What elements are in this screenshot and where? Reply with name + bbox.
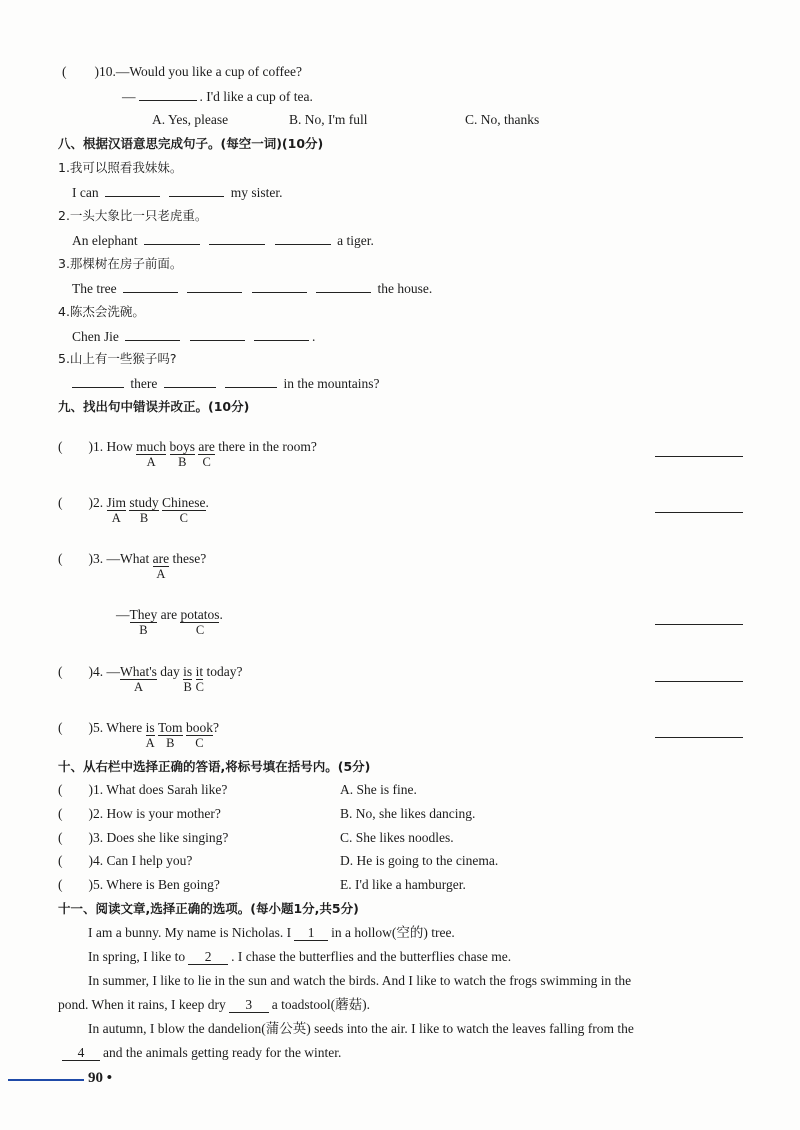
sec9-q3: ( )3. —What are A these? xyxy=(58,551,207,581)
underlined-option-b: boys B xyxy=(169,439,196,469)
correction-line[interactable] xyxy=(655,680,743,682)
fill-blank[interactable] xyxy=(316,279,371,293)
passage-line-2: In spring, I like to 2 . I chase the butterflies and the butterflies chase me. xyxy=(88,949,512,964)
q10-option-c[interactable]: C. No, thanks xyxy=(465,112,540,127)
fill-blank[interactable] xyxy=(252,279,307,293)
correction-line[interactable] xyxy=(655,455,743,457)
passage-line-3: In summer, I like to lie in the sun and watch the birds. And I like to watch the frogs swimming in the xyxy=(88,973,632,988)
sec10-right-a: A. She is fine. xyxy=(340,782,417,797)
fill-blank[interactable] xyxy=(209,231,265,245)
passage-line-4: pond. When it rains, I keep dry 3 a toadstool(蘑菇). xyxy=(58,997,370,1012)
correction-line[interactable] xyxy=(655,511,743,513)
fill-blank[interactable] xyxy=(72,374,124,388)
sec10-right-c: C. She likes noodles. xyxy=(340,830,454,845)
sec10-left-2: ( )2. How is your mother? xyxy=(58,806,221,821)
underlined-option-b: They B xyxy=(129,607,158,637)
sec8-q5-cn: 5.山上有一些猴子吗? xyxy=(58,351,177,366)
sec9-q5: ( )5. Where is A Tom B book C ? xyxy=(58,720,219,750)
sec8-q3-cn: 3.那棵树在房子前面。 xyxy=(58,256,183,271)
fill-blank[interactable] xyxy=(254,327,309,341)
sec8-q4-en: Chen Jie . xyxy=(72,329,316,344)
sec8-q5-en: there in the mountains? xyxy=(72,374,379,393)
sec10-left-4: ( )4. Can I help you? xyxy=(58,853,193,868)
sec8-q2-en: An elephant a tiger. xyxy=(72,233,374,248)
underlined-option-b: Tom B xyxy=(158,720,183,750)
fill-blank[interactable] xyxy=(225,374,277,388)
passage-blank-3[interactable]: 3 xyxy=(229,997,269,1013)
sec9-q4: ( )4. —What's A day is B it C today? xyxy=(58,664,243,694)
underlined-option-b: is B xyxy=(183,664,193,694)
underlined-option-a: What's A xyxy=(120,664,157,694)
underlined-option-c: book C xyxy=(185,720,213,750)
underlined-option-c: Chinese C xyxy=(162,495,206,525)
sec10-right-d: D. He is going to the cinema. xyxy=(340,853,499,868)
underlined-option-a: much A xyxy=(136,439,167,469)
q10-blank[interactable] xyxy=(139,87,197,101)
underlined-option-b: study B xyxy=(129,495,159,525)
section-11-title: 十一、阅读文章,选择正确的选项。(每小题1分,共5分) xyxy=(58,901,359,916)
sec9-q1: ( )1. How much A boys B are C there in the room? xyxy=(58,439,317,469)
underlined-option-a: Jim A xyxy=(106,495,127,525)
sec8-q2-cn: 2.一头大象比一只老虎重。 xyxy=(58,208,208,223)
sec9-q3-reply: —They B are potatos C . xyxy=(116,607,223,637)
fill-blank[interactable] xyxy=(275,231,331,245)
fill-blank[interactable] xyxy=(169,183,224,197)
passage-blank-2[interactable]: 2 xyxy=(188,949,228,965)
fill-blank[interactable] xyxy=(123,279,178,293)
q10-option-b[interactable]: B. No, I'm full xyxy=(289,112,368,127)
passage-line-1: I am a bunny. My name is Nicholas. I 1 in a hollow(空的) tree. xyxy=(88,925,455,940)
fill-blank[interactable] xyxy=(144,231,200,245)
sec10-left-5: ( )5. Where is Ben going? xyxy=(58,877,220,892)
fill-blank[interactable] xyxy=(105,183,160,197)
page-number: 90 • xyxy=(88,1070,113,1086)
sec9-q2: ( )2. Jim A study B Chinese C . xyxy=(58,495,209,525)
sec8-q4-cn: 4.陈杰会洗碗。 xyxy=(58,304,145,319)
correction-line[interactable] xyxy=(655,736,743,738)
underlined-option-c: are C xyxy=(198,439,215,469)
sec10-right-e: E. I'd like a hamburger. xyxy=(340,877,466,892)
underlined-option-a: are A xyxy=(152,551,170,581)
sec10-left-1: ( )1. What does Sarah like? xyxy=(58,782,228,797)
passage-blank-4[interactable]: 4 xyxy=(62,1045,100,1061)
q10-reply: — . I'd like a cup of tea. xyxy=(122,89,313,104)
q10-option-a[interactable]: A. Yes, please xyxy=(152,112,229,127)
underlined-option-c: potatos C xyxy=(180,607,220,637)
correction-line[interactable] xyxy=(655,623,743,625)
fill-blank[interactable] xyxy=(125,327,180,341)
sec10-right-b: B. No, she likes dancing. xyxy=(340,806,476,821)
fill-blank[interactable] xyxy=(190,327,245,341)
q10-line: ( )10.—Would you like a cup of coffee? xyxy=(62,64,302,79)
section-9-title: 九、找出句中错误并改正。(10分) xyxy=(58,399,250,414)
sec10-left-3: ( )3. Does she like singing? xyxy=(58,830,229,845)
section-8-title: 八、根据汉语意思完成句子。(每空一词)(10分) xyxy=(58,136,324,151)
sec8-q1-en: I can my sister. xyxy=(72,185,283,200)
answer-paren-blank[interactable] xyxy=(70,63,92,76)
underlined-option-a: is A xyxy=(145,720,155,750)
passage-blank-1[interactable]: 1 xyxy=(294,925,328,941)
passage-line-6: 4 and the animals getting ready for the winter. xyxy=(58,1044,341,1062)
footer-accent-line xyxy=(8,1079,84,1081)
fill-blank[interactable] xyxy=(164,374,216,388)
sec8-q1-cn: 1.我可以照看我妹妹。 xyxy=(58,160,183,175)
fill-blank[interactable] xyxy=(187,279,242,293)
sec8-q3-en: The tree the house. xyxy=(72,281,433,296)
section-10-title: 十、从右栏中选择正确的答语,将标号填在括号内。(5分) xyxy=(58,759,371,774)
passage-line-5: In autumn, I blow the dandelion(蒲公英) seeds into the air. I like to watch the leaves falling from the xyxy=(88,1021,634,1036)
underlined-option-c: it C xyxy=(195,664,204,694)
